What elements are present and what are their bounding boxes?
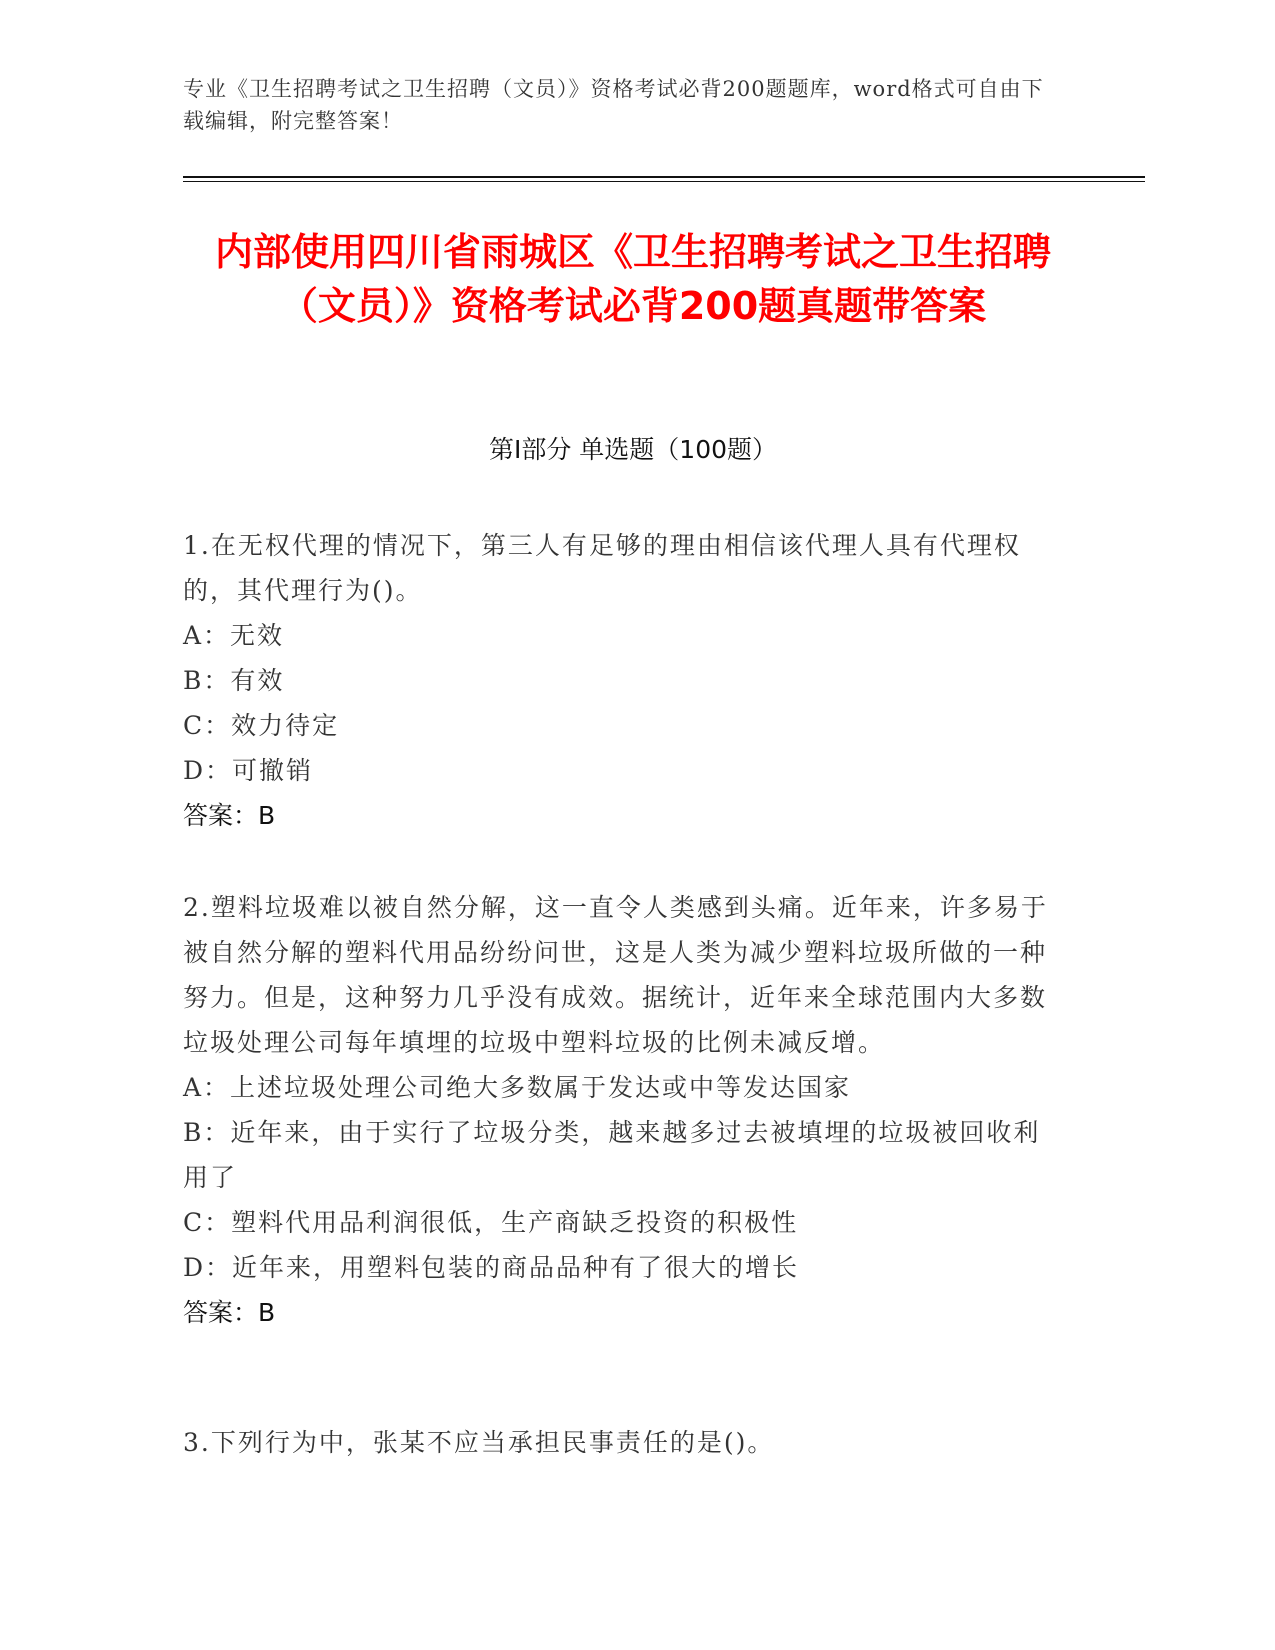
question-stem: 3.下列行为中，张某不应当承担民事责任的是()。 (183, 1428, 775, 1457)
question-3 (183, 1420, 1063, 1465)
header-divider-thin (183, 181, 1145, 182)
question-1 (183, 523, 1063, 838)
header-note: 专业《卫生招聘考试之卫生招聘（文员）》资格考试必背200题题库，word格式可自由下载编辑，附完整答案！ (183, 77, 1044, 133)
option-b: B：有效 (183, 666, 285, 695)
question-stem: 1.在无权代理的情况下，第三人有足够的理由相信该代理人具有代理权的，其代理行为()。 (183, 531, 1021, 605)
question-stem: 2.塑料垃圾难以被自然分解，这一直令人类感到头痛。近年来，许多易于被自然分解的塑料代用品纷纷问世，这是人类为减少塑料垃圾所做的一种努力。但是，这种努力几乎没有成效。据统计，近年来全球范围内大多数垃圾处理公司每年填埋的垃圾中塑料垃圾的比例未减反增。 (183, 893, 1048, 1057)
option-b: B：近年来，由于实行了垃圾分类，越来越多过去被填埋的垃圾被回收利用了 (183, 1118, 1041, 1192)
option-c: C：效力待定 (183, 711, 340, 740)
section-heading: 第Ⅰ部分 单选题（100题） (488, 435, 778, 464)
option-a: A：无效 (183, 621, 285, 650)
option-d: D：可撤销 (183, 756, 314, 785)
answer: 答案：B (183, 801, 276, 830)
option-c: C：塑料代用品利润很低，生产商缺乏投资的积极性 (183, 1208, 799, 1237)
option-a: A：上述垃圾处理公司绝大多数属于发达或中等发达国家 (183, 1073, 852, 1102)
question-2 (183, 885, 1063, 1335)
option-d: D：近年来，用塑料包装的商品品种有了很大的增长 (183, 1253, 800, 1282)
answer: 答案：B (183, 1298, 276, 1327)
document-title: 内部使用四川省雨城区《卫生招聘考试之卫生招聘（文员）》资格考试必背200题真题带答案 (214, 230, 1051, 328)
header-divider-thick (183, 176, 1145, 178)
